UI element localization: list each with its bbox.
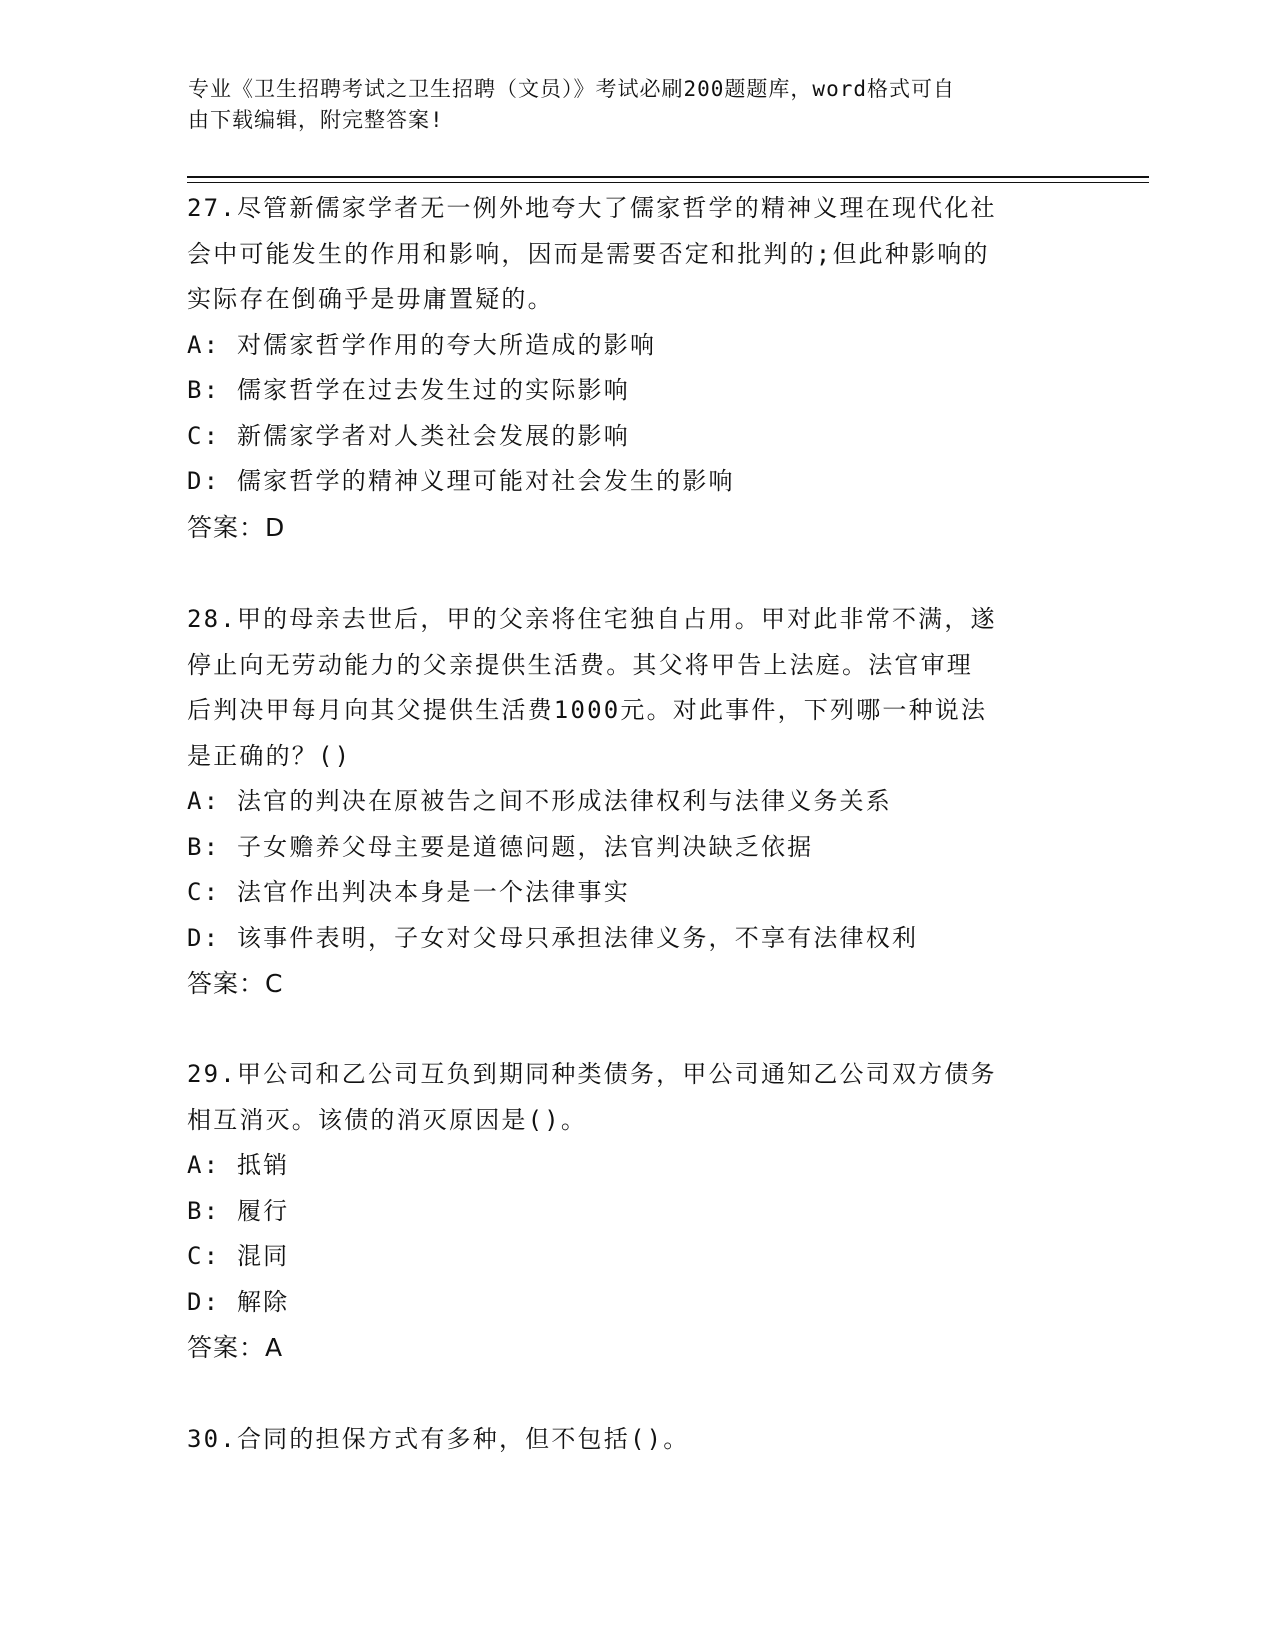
question-30 [187, 1417, 1087, 1463]
question-text: 相互消灭。该债的消灭原因是()。 [187, 1105, 588, 1134]
question-text: 27.尽管新儒家学者无一例外地夸大了儒家哲学的精神义理在现代化社 [187, 194, 997, 222]
question-text: 会中可能发生的作用和影响，因而是需要否定和批判的;但此种影响的 [187, 239, 990, 268]
option-d: D: 儒家哲学的精神义理可能对社会发生的影响 [187, 467, 735, 495]
answer: 答案：A [187, 1333, 284, 1362]
option-a: A: 对儒家哲学作用的夸大所造成的影响 [187, 330, 657, 359]
answer: 答案：D [187, 512, 286, 542]
document-header [188, 74, 1088, 136]
question-text: 29.甲公司和乙公司互负到期同种类债务，甲公司通知乙公司双方债务 [187, 1060, 997, 1088]
header-divider-thin [187, 182, 1149, 183]
question-text: 是正确的？() [187, 741, 352, 770]
option-c: C: 新儒家学者对人类社会发展的影响 [187, 421, 630, 450]
header-line: 专业《卫生招聘考试之卫生招聘（文员）》考试必刷200题题库，word格式可自 [188, 77, 955, 101]
header-line: 由下载编辑，附完整答案! [188, 108, 444, 132]
option-d: D: 解除 [187, 1287, 290, 1316]
question-text: 28.甲的母亲去世后，甲的父亲将住宅独自占用。甲对此非常不满，遂 [187, 605, 997, 633]
question-text: 30.合同的担保方式有多种，但不包括()。 [187, 1425, 690, 1453]
question-text: 停止向无劳动能力的父亲提供生活费。其父将甲告上法庭。法官审理 [187, 650, 973, 679]
question-text: 后判决甲每月向其父提供生活费1000元。对此事件，下列哪一种说法 [187, 696, 988, 724]
option-b: B: 儒家哲学在过去发生过的实际影响 [187, 376, 630, 404]
question-29 [187, 1052, 1087, 1371]
header-divider [187, 176, 1149, 178]
question-text: 实际存在倒确乎是毋庸置疑的。 [187, 285, 554, 313]
option-c: C: 法官作出判决本身是一个法律事实 [187, 878, 630, 906]
question-28 [187, 597, 1087, 1007]
question-27 [187, 186, 1087, 550]
option-b: B: 履行 [187, 1196, 290, 1225]
option-b: B: 子女赡养父母主要是道德问题，法官判决缺乏依据 [187, 832, 814, 861]
option-c: C: 混同 [187, 1242, 290, 1270]
answer: 答案：C [187, 969, 284, 998]
option-a: A: 法官的判决在原被告之间不形成法律权利与法律义务关系 [187, 787, 892, 815]
option-d: D: 该事件表明，子女对父母只承担法律义务，不享有法律权利 [187, 923, 919, 952]
option-a: A: 抵销 [187, 1151, 290, 1179]
